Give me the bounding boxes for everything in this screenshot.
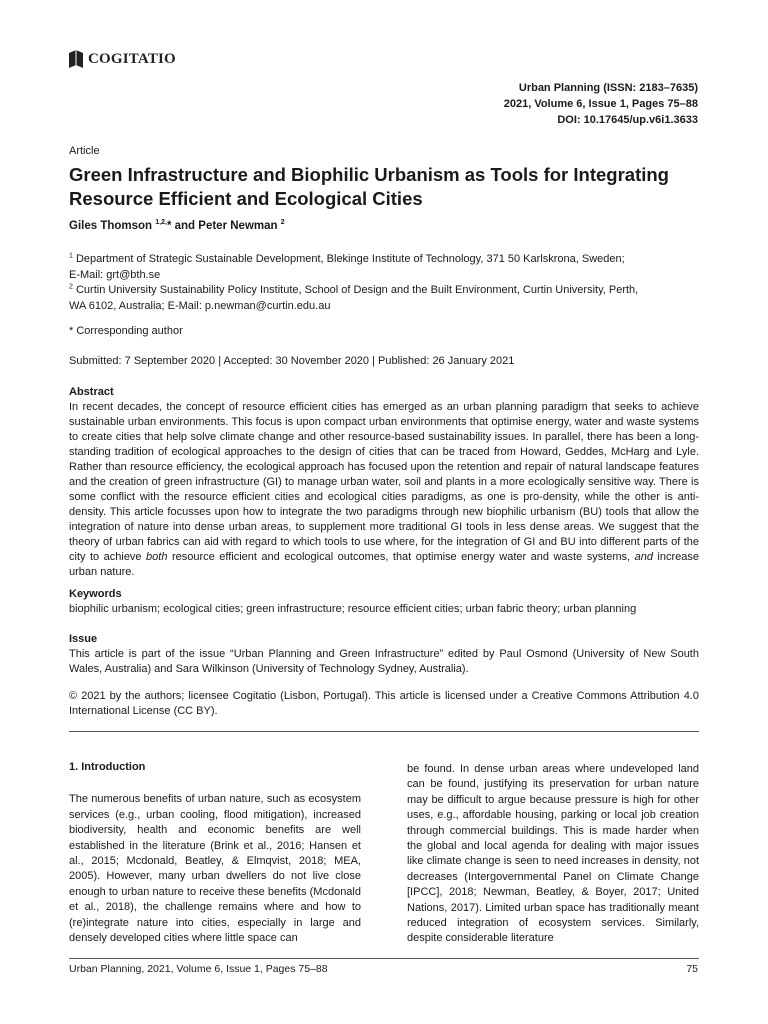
issue-text: This article is part of the issue “Urban Planning and Green Infrastructure” edited by Paul Osmond (University of New South Wales, Australia) and Sara Wilkinson (University of Technology Sydney, Australia).	[69, 648, 699, 675]
affiliations	[69, 252, 709, 314]
license-section	[69, 689, 699, 719]
keywords-section	[69, 587, 699, 617]
affiliation-2-num: 2	[69, 283, 73, 291]
abstract-emphasis-and: and	[634, 551, 653, 563]
introduction-heading: 1. Introduction	[69, 761, 146, 773]
publisher-logo	[68, 48, 176, 70]
journal-issn: Urban Planning (ISSN: 2183–7635)	[518, 82, 698, 94]
issue-heading: Issue	[69, 633, 98, 645]
abstract-text	[69, 400, 699, 580]
intro-paragraph-continued: be found. In dense urban areas where undeveloped land can be found, justifying its preservation for urban nature may be difficult to argue because pressure is high for other uses, e.g., affordable housing, parking or local job creation through commercial buildings. This is made harder when the global and local agenda for dealing with major issues like climate change is seen to need increases in density, not decreases (Intergovernmental Panel on Climate Change [IPCC], 2018; Newman, Beatley, & Boyer, 2017; United Nations, 2017). Limited urban space has traditionally meant reduced integration of ecosystem services. Similarly, despite considerable literature	[407, 763, 699, 945]
article-title: Green Infrastructure and Biophilic Urbanism as Tools for Integrating Resource Efficient and Ecological Cities	[69, 164, 669, 209]
keywords-heading: Keywords	[69, 588, 122, 600]
affiliation-2	[69, 283, 709, 299]
corresponding-author-note: * Corresponding author	[69, 325, 183, 337]
keywords-text: biophilic urbanism; ecological cities; green infrastructure; resource efficient cities; urban fabric theory; urban planning	[69, 603, 637, 615]
body-column-left	[69, 760, 361, 946]
issue-section	[69, 632, 699, 677]
affiliation-1-email[interactable]: E-Mail: grt@bth.se	[69, 268, 161, 281]
author-1-affil-sup: 1,2,	[155, 219, 167, 227]
header-divider	[69, 731, 699, 732]
footer-divider	[69, 958, 699, 959]
logo-book-icon	[68, 49, 84, 69]
journal-info	[504, 80, 698, 128]
affiliation-2-text: Curtin University Sustainability Policy Institute, School of Design and the Built Environment, Curtin University, Perth,	[75, 284, 639, 296]
license-text: © 2021 by the authors; licensee Cogitatio (Lisbon, Portugal). This article is licensed under a Creative Commons Attribution 4.0 International License (CC BY).	[69, 690, 699, 717]
logo-text: COGITATIO	[88, 50, 176, 67]
body-column-right	[407, 762, 699, 947]
affiliation-1	[69, 252, 709, 268]
abstract-text-b: resource efficient and ecological outcomes, that optimise energy water and waste systems,	[171, 551, 631, 563]
journal-volume: 2021, Volume 6, Issue 1, Pages 75–88	[503, 98, 698, 110]
article-type-label: Article	[69, 145, 100, 157]
publication-dates: Submitted: 7 September 2020 | Accepted: 30 November 2020 | Published: 26 January 2021	[69, 355, 515, 367]
abstract-section	[69, 385, 699, 580]
footer-citation: Urban Planning, 2021, Volume 6, Issue 1, Pages 75–88	[69, 963, 328, 975]
author-connector: * and Peter Newman	[166, 220, 278, 232]
authors-line	[69, 220, 285, 232]
affiliation-2-email[interactable]: WA 6102, Australia; E-Mail: p.newman@curtin.edu.au	[69, 299, 331, 312]
abstract-text-a: In recent decades, the concept of resource efficient cities has emerged as an urban planning paradigm that seeks to achieve sustainable urban environments. This focus is upon compact urban environments that optimise energy, water and waste systems to create cities that help solve climate change and other resource-based sustainability issues. In parallel, there has been a long-standing tradition of ecological approaches to the design of cities that can be traced from Howard, Geddes, McHarg and Lyle. Rather than resource efficiency, the ecological approach has focused upon the retention and repair of natural landscape features and the creation of green infrastructure (GI) to manage urban water, soil and plants in a more ecologically sensitive way. There is some conflict with the resource efficient cities and ecological cities paradigms, as one is pro-density, while the other is anti-density. This article focusses upon how to integrate the two paradigms through new biophilic urbanism (BU) tools that allow the integration of nature into dense urban areas, to supplement more traditional GI tools in less dense areas. We suggest that the theory of urban fabrics can aid with regard to which tools to use where, for the integration of GI and BU into different parts of the city to achieve	[69, 401, 699, 563]
author-1: Giles Thomson	[69, 220, 153, 232]
page-number: 75	[686, 963, 698, 975]
affiliation-1-text: Department of Strategic Sustainable Development, Blekinge Institute of Technology, 371 50 Karlskrona, Sweden;	[75, 253, 625, 265]
abstract-heading: Abstract	[69, 386, 114, 398]
affiliation-1-num: 1	[69, 252, 73, 260]
abstract-text-c: increase urban nature.	[69, 551, 699, 578]
journal-doi[interactable]: DOI: 10.17645/up.v6i1.3633	[557, 114, 698, 126]
author-2-affil-sup: 2	[280, 219, 285, 227]
intro-paragraph: The numerous benefits of urban nature, such as ecosystem services (e.g., urban cooling, flood mitigation), increased biodiversity, health and economic benefits are well established in the literature (Brink et al., 2016; Hansen et al., 2015; Mcdonald, Beatley, & Elmqvist, 2018; MEA, 2005). However, many urban dwellers do not live close enough to urban nature to receive these benefits (Mcdonald et al., 2018), the challenge remains where and how to (re)integrate nature into cities, especially in large and densely developed cities where little space can	[69, 793, 361, 945]
abstract-emphasis-both: both	[146, 551, 168, 563]
